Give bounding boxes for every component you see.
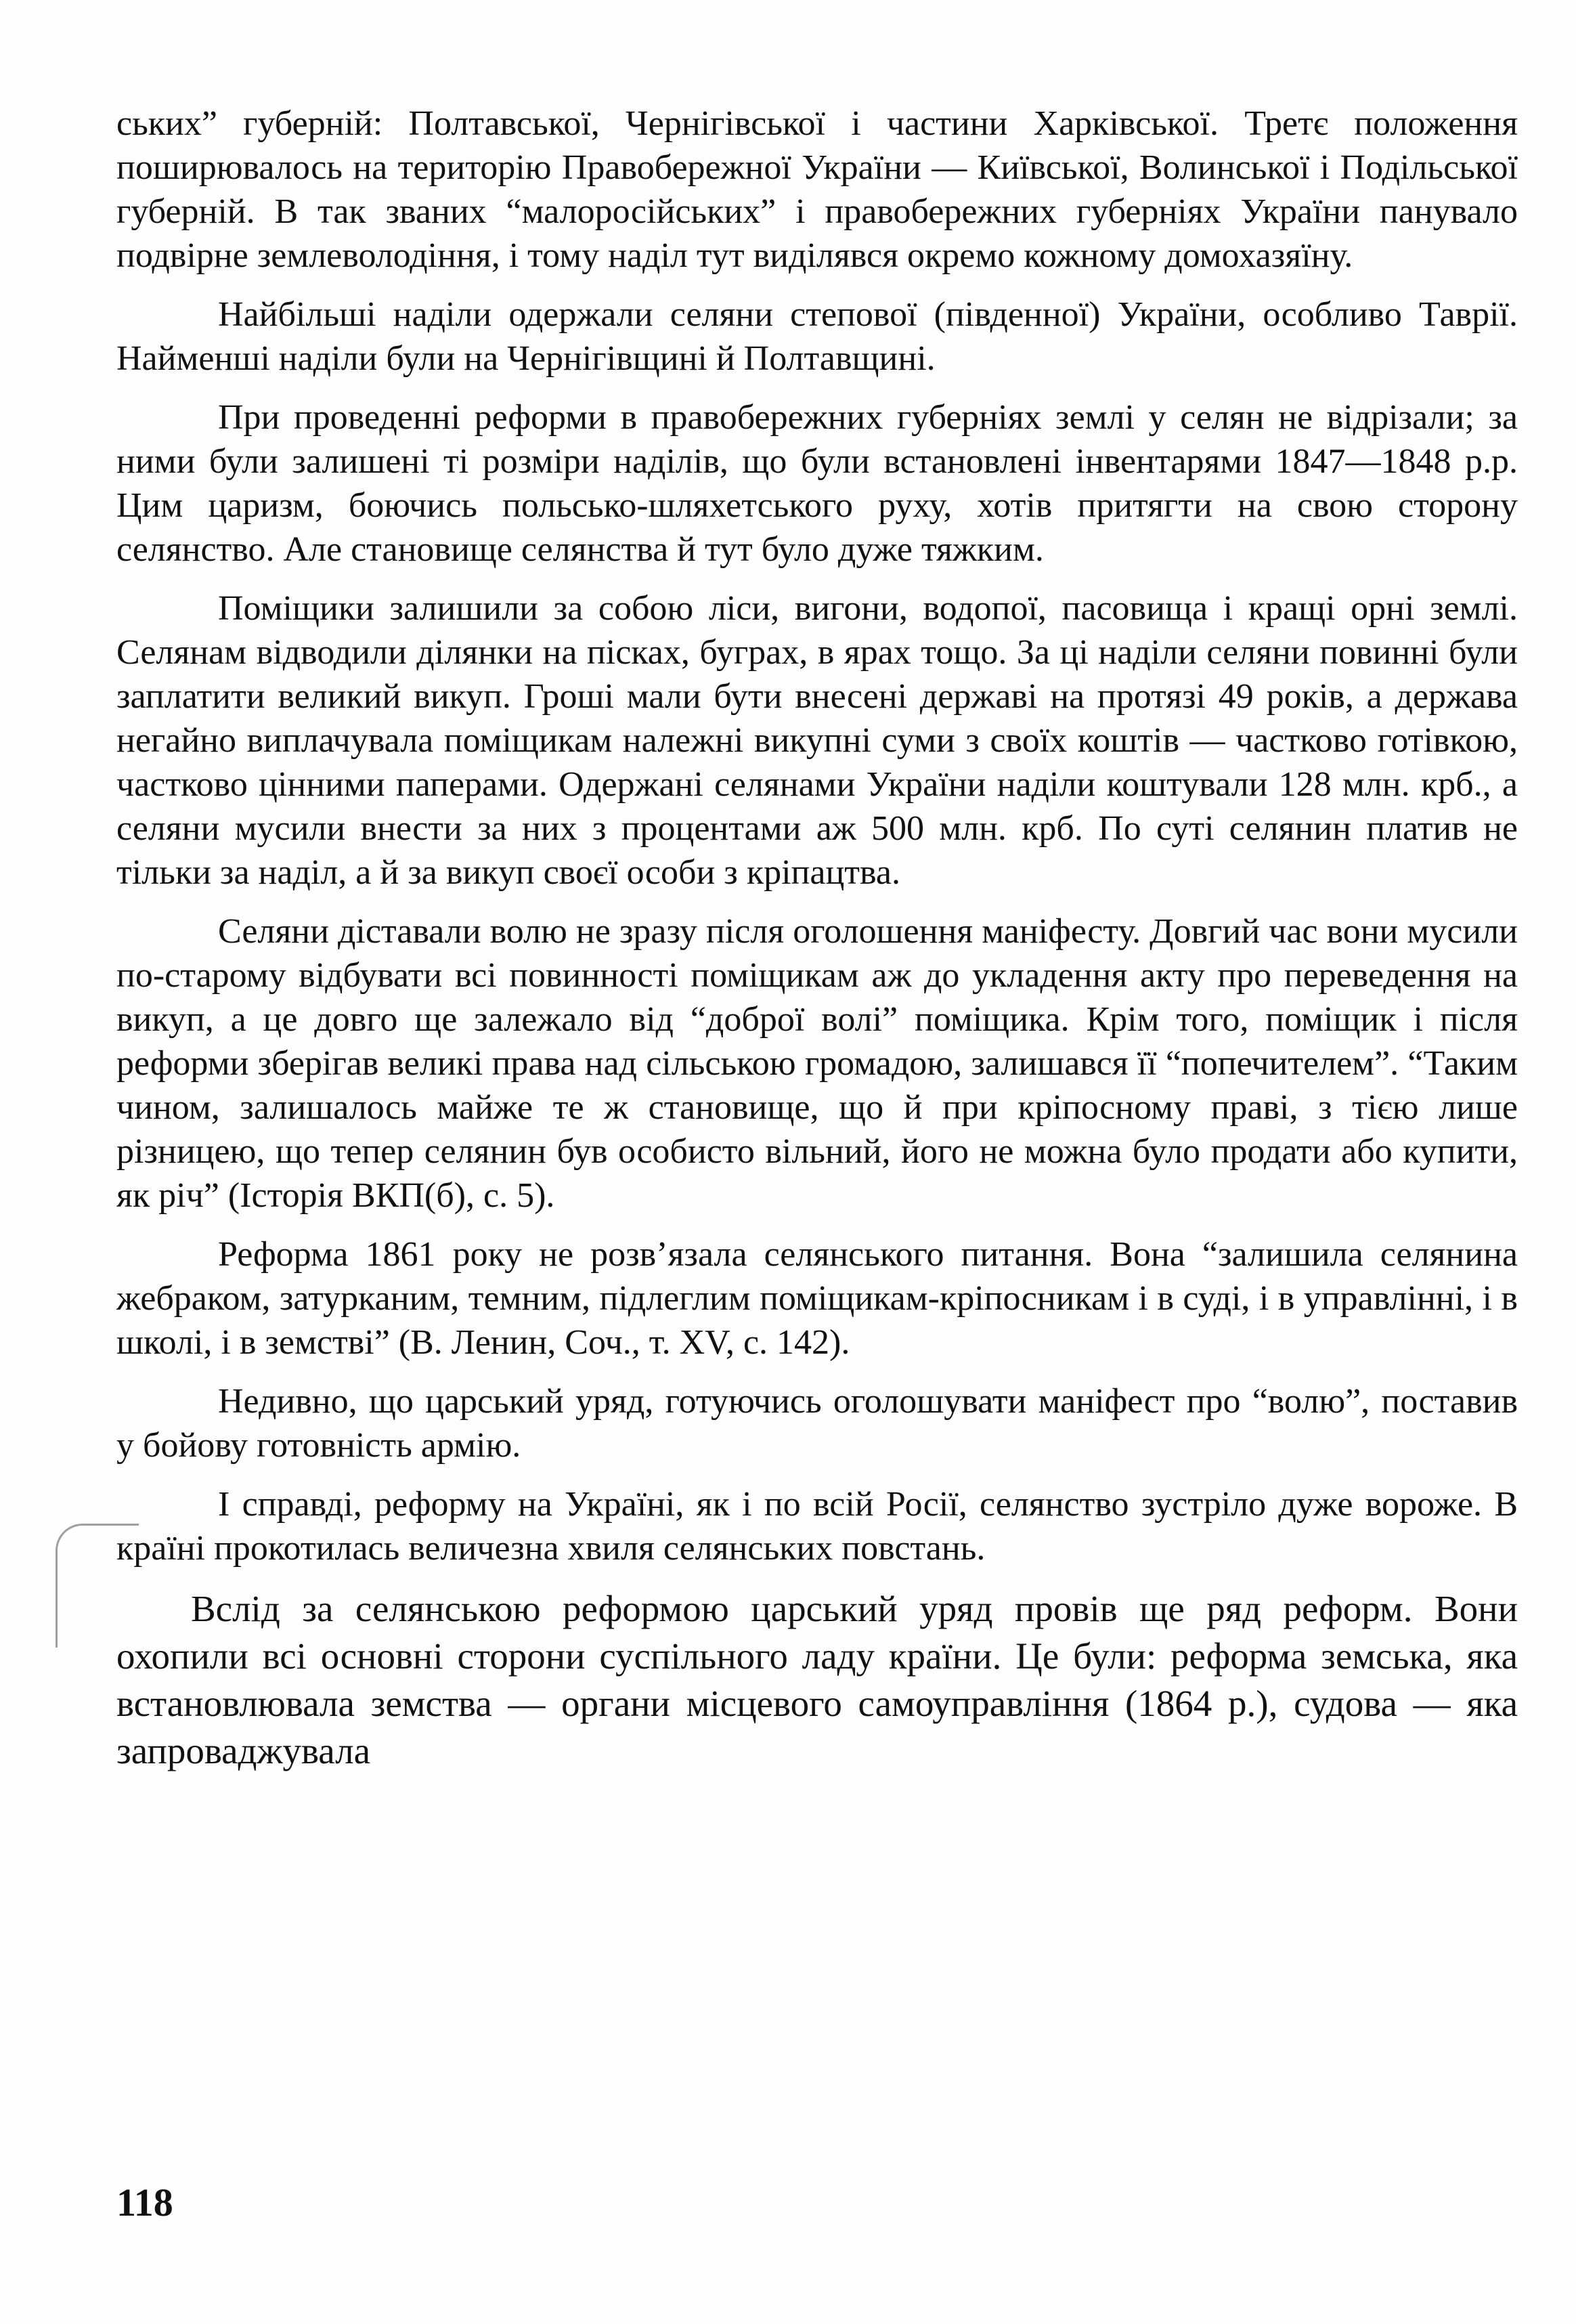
- paragraph: ських” губерній: Полтавської, Чернігівської і частини Харківської. Третє положення поширювалось на територію Правобережної України — Київської, Волинської і Подільської губерній. В так званих “малоросійських” і правобережних губерніях України панувало подвірне землеволодіння, і тому наділ тут виділявся окремо кожному домохазяїну.: [116, 104, 1518, 275]
- paragraph: Реформа 1861 року не розв’язала селянського питання. Вона “залишила селянина жебраком, затурканим, темним, підлеглим поміщикам-кріпосникам і в суді, і в управлінні, і в школі, і в земстві” (В. Ленин, Соч., т. XV, с. 142).: [116, 1235, 1518, 1362]
- paragraph: І справді, реформу на Україні, як і по всій Росії, селянство зустріло дуже вороже. В країні прокотилась величезна хвиля селянських повстань.: [116, 1485, 1518, 1568]
- paragraph: Недивно, що царський уряд, готуючись оголошувати маніфест про “волю”, поставив у бойову готовність армію.: [116, 1382, 1518, 1465]
- body-text: [116, 102, 1518, 1790]
- paragraph: Вслід за селянською реформою царський уряд провів ще ряд реформ. Вони охопили всі основні сторони суспільного ладу країни. Це були: реформа земська, яка встановлювала земства — органи місцевого самоуправління (1864 р.), судова — яка запроваджувала: [116, 1588, 1518, 1771]
- page-number: 118: [116, 2180, 173, 2224]
- paragraph: Найбільші наділи одержали селяни степової (південної) України, особливо Таврії. Найменші наділи були на Чернігівщині й Полтавщині.: [116, 295, 1518, 378]
- paragraph: При проведенні реформи в правобережних губерніях землі у селян не відрізали; за ними були залишені ті розміри наділів, що були встановлені інвентарями 1847—1848 р.р. Цим царизм, боючись польсько-шляхетського руху, хотів притягти на свою сторону селянство. Але становище селянства й тут було дуже тяжким.: [116, 398, 1518, 569]
- paragraph: Поміщики залишили за собою ліси, вигони, водопої, пасовища і кращі орні землі. Селянам відводили ділянки на пісках, буграх, в ярах тощо. За ці наділи селяни повинні були заплатити великий викуп. Гроші мали бути внесені державі на протязі 49 років, а держава негайно виплачувала поміщикам належні викупні суми з своїх коштів — частково готівкою, частково цінними паперами. Одержані селянами України наділи коштували 128 млн. крб., а селяни мусили внести за них з процентами аж 500 млн. крб. По суті селянин платив не тільки за наділ, а й за викуп своєї особи з кріпацтва.: [116, 589, 1518, 892]
- paragraph: Селяни діставали волю не зразу після оголошення маніфесту. Довгий час вони мусили по-старому відбувати всі повинності поміщикам аж до укладення акту про переведення на викуп, а це довго ще залежало від “доброї волі” поміщика. Крім того, поміщик і після реформи зберігав великі права над сільською громадою, залишався її “попечителем”. “Таким чином, залишалось майже те ж становище, що й при кріпосному праві, з тією лише різницею, що тепер селянин був особисто вільний, його не можна було продати або купити, як річ” (Історія ВКП(б), с. 5).: [116, 912, 1518, 1215]
